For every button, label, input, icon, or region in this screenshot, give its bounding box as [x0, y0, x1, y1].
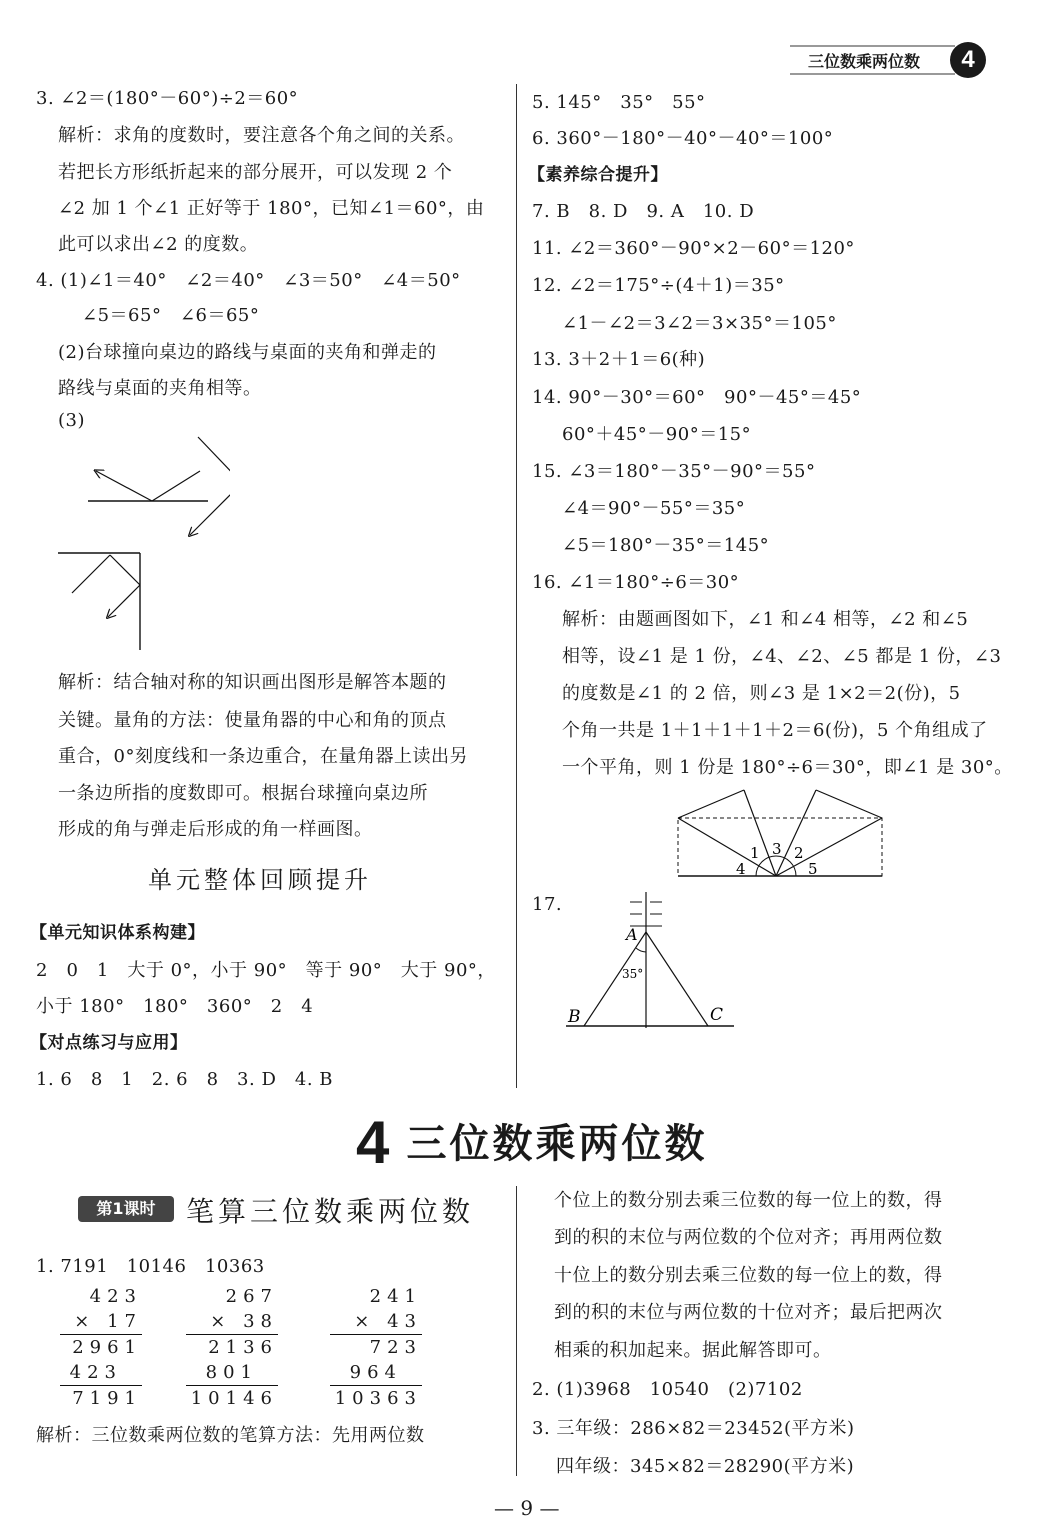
angle-label: 3: [772, 840, 782, 858]
answer-line: ∠4＝90°－55°＝35°: [562, 498, 746, 519]
calc-row: 2136: [186, 1334, 278, 1360]
explanation-line: 若把长方形纸折起来的部分展开，可以发现 2 个: [58, 162, 453, 183]
knowledge-line: 2 0 1 大于 0°，小于 90° 等于 90° 大于 90°，: [36, 960, 496, 981]
unit-review-heading: 单元整体回顾提升: [148, 866, 372, 894]
answer-line: ∠5＝65° ∠6＝65°: [82, 305, 260, 326]
section-heading: 【对点练习与应用】: [30, 1033, 188, 1053]
answer-line: 四年级：345×82＝28290(平方米): [556, 1456, 855, 1477]
answer-line: ∠1－∠2＝3∠2＝3×35°＝105°: [562, 313, 837, 334]
calc-row: 2961: [60, 1334, 142, 1360]
answer-17: 17.: [532, 894, 563, 915]
column-divider-bottom: [516, 1186, 517, 1476]
vertical-multiplication: [330, 1284, 422, 1411]
explanation-line: 十位上的数分别去乘三位数的每一位上的数，得: [554, 1265, 943, 1286]
answer-12: 12. ∠2＝175°÷(4＋1)＝35°: [532, 275, 785, 296]
answers-7-10: 7. B 8. D 9. A 10. D: [532, 201, 755, 222]
calc-row: 423: [69, 1362, 122, 1383]
explanation-line: 相乘的积加起来。据此解答即可。: [554, 1340, 832, 1361]
page-header: [780, 40, 995, 80]
explanation-line: 个位上的数分别去乘三位数的每一位上的数，得: [554, 1190, 943, 1211]
reflection-diagrams: [50, 425, 230, 665]
triangle-pole-diagram: [560, 892, 750, 1032]
column-divider-top: [516, 84, 517, 1088]
answer-3: 3. 三年级：286×82＝23452(平方米): [532, 1418, 855, 1439]
section-heading: 【素养综合提升】: [528, 165, 668, 185]
lesson-title: 笔算三位数乘两位数: [186, 1195, 475, 1228]
answer-line: 路线与桌面的夹角相等。: [58, 378, 262, 399]
calc-row: × 17: [74, 1311, 142, 1332]
vertical-multiplication: [186, 1284, 278, 1411]
vertex-label: B: [568, 1007, 581, 1027]
knowledge-line: 小于 180° 180° 360° 2 4: [36, 996, 314, 1017]
folded-paper-diagram: [664, 788, 894, 884]
chapter-heading: [356, 1108, 707, 1177]
answer-line: (2)台球撞向桌边的路线与桌面的夹角和弹走的: [58, 342, 437, 363]
calc-row: 10146: [186, 1385, 278, 1411]
explanation-line: 形成的角与弹走后形成的角一样画图。: [58, 819, 373, 840]
calc-row: 723: [330, 1334, 422, 1360]
answer-14: 14. 90°－30°＝60° 90°－45°＝45°: [532, 387, 862, 408]
angle-label: 5: [808, 860, 818, 878]
vertex-label: A: [626, 925, 638, 944]
explanation-line: 相等，设∠1 是 1 份，∠4、∠2、∠5 都是 1 份，∠3: [562, 646, 1002, 667]
calc-row: × 38: [210, 1311, 278, 1332]
calc-row: 801: [205, 1362, 258, 1383]
lesson-badge: 第1课时: [78, 1196, 174, 1222]
answer-13: 13. 3＋2＋1＝6(种): [532, 349, 706, 370]
explanation-line: 一个平角，则 1 份是 180°÷6＝30°，即∠1 是 30°。: [562, 757, 1013, 778]
answer-line: (3): [58, 410, 85, 431]
chapter-title: 三位数乘两位数: [406, 1121, 708, 1167]
practice-answers: 1. 6 8 1 2. 6 8 3. D 4. B: [36, 1069, 334, 1090]
explanation-line: 关键。量角的方法：使量角器的中心和角的顶点: [58, 710, 447, 731]
vertex-label: C: [710, 1005, 724, 1025]
calc-row: × 43: [354, 1311, 422, 1332]
explanation-line: 解析：求角的度数时，要注意各个角之间的关系。: [58, 125, 465, 146]
calc-row: 423: [89, 1286, 142, 1307]
calc-row: 267: [225, 1286, 278, 1307]
answer-15: 15. ∠3＝180°－35°－90°＝55°: [532, 461, 816, 482]
calc-row: 964: [349, 1362, 402, 1383]
page-number: — 9 —: [494, 1496, 560, 1520]
answer-3: 3. ∠2＝(180°－60°)÷2＝60°: [36, 88, 299, 109]
answer-1: 1. 7191 10146 10363: [36, 1256, 265, 1277]
calc-row: 10363: [330, 1385, 422, 1411]
calc-row: 241: [369, 1286, 422, 1307]
explanation-line: 重合，0°刻度线和一条边重合，在量角器上读出另: [58, 746, 468, 767]
explanation-line: 一条边所指的度数即可。根据台球撞向桌边所: [58, 783, 428, 804]
explanation-line: 的度数是∠1 的 2 倍，则∠3 是 1×2＝2(份)，5: [562, 683, 961, 704]
answer-2: 2. (1)3968 10540 (2)7102: [532, 1379, 803, 1400]
answer-5: 5. 145° 35° 55°: [532, 92, 706, 113]
answer-11: 11. ∠2＝360°－90°×2－60°＝120°: [532, 238, 855, 259]
angle-label: 2: [794, 844, 804, 862]
answer-line: 60°＋45°－90°＝15°: [562, 424, 752, 445]
explanation-line: 到的积的末位与两位数的十位对齐；最后把两次: [554, 1302, 943, 1323]
calc-row: 7191: [60, 1385, 142, 1411]
angle-label: 1: [750, 844, 760, 862]
angle-label: 35°: [622, 967, 644, 981]
explanation-line: 解析：三位数乘两位数的笔算方法：先用两位数: [36, 1425, 425, 1446]
explanation-line: 解析：结合轴对称的知识画出图形是解答本题的: [58, 672, 447, 693]
answer-16: 16. ∠1＝180°÷6＝30°: [532, 572, 740, 593]
answer-4: 4. (1)∠1＝40° ∠2＝40° ∠3＝50° ∠4＝50°: [36, 270, 461, 291]
explanation-line: 到的积的末位与两位数的个位对齐；再用两位数: [554, 1227, 943, 1248]
answer-line: ∠5＝180°－35°＝145°: [562, 535, 770, 556]
explanation-line: 解析：由题画图如下，∠1 和∠4 相等，∠2 和∠5: [562, 609, 969, 630]
explanation-line: ∠2 加 1 个∠1 正好等于 180°，已知∠1＝60°，由: [58, 198, 485, 219]
chapter-number: 4: [356, 1109, 390, 1176]
explanation-line: 个角一共是 1＋1＋1＋1＋2＝6(份)，5 个角组成了: [562, 720, 988, 741]
vertical-multiplication: [60, 1284, 142, 1411]
section-heading: 【单元知识体系构建】: [30, 923, 205, 943]
chapter-badge-icon: 4: [950, 42, 986, 78]
explanation-line: 此可以求出∠2 的度数。: [58, 234, 259, 255]
angle-label: 4: [736, 860, 746, 878]
answer-6: 6. 360°－180°－40°－40°＝100°: [532, 128, 834, 149]
header-title: 三位数乘两位数: [808, 52, 921, 71]
